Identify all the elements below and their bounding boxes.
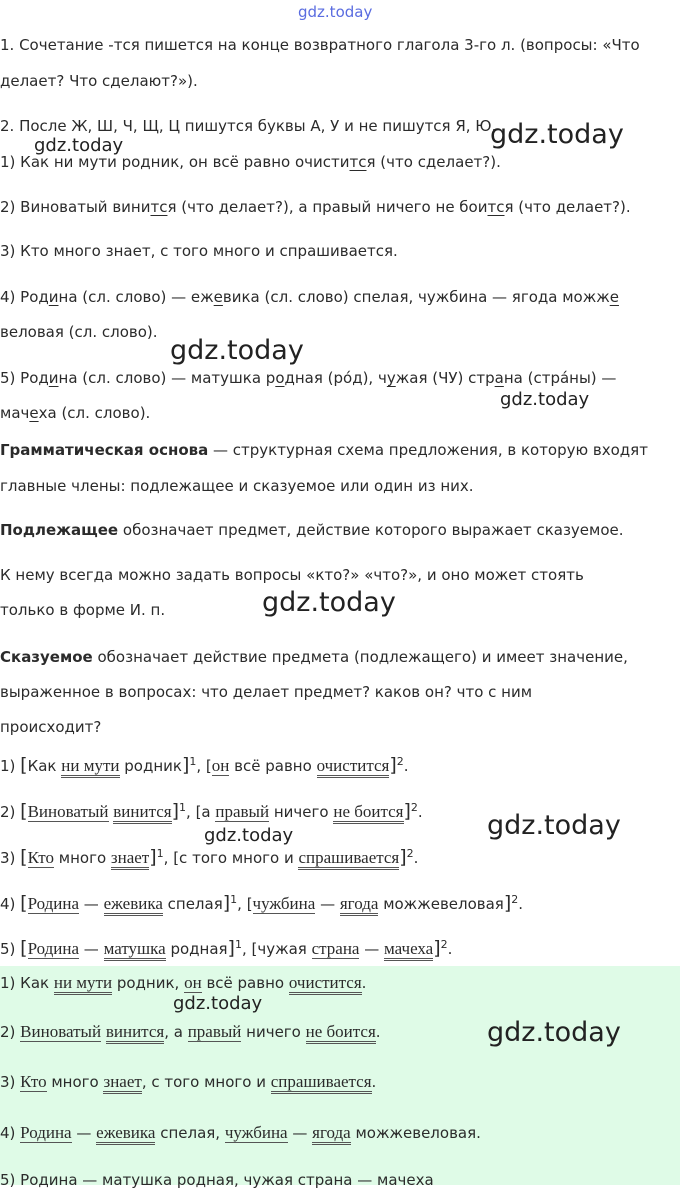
definition-grammatical-basis: Грамматическая основа — структурная схема предложения, в которую входят: [0, 441, 648, 459]
example-3: 3) Кто много знает, с того много и спрашивается.: [0, 242, 398, 260]
answer-1: 1) Как ни мути родник, он всё равно очистится.: [0, 973, 366, 993]
example-5-line-1: 5) Родина (сл. слово) — матушка родная (ро́д), чужая (ЧУ) страна (стра́ны) —: [0, 369, 617, 387]
example-4-line-2: веловая (сл. слово).: [0, 323, 158, 341]
scheme-1: 1) [Как ни мути родник]$^1$, [он всё равно очистится]$^2$.: [0, 754, 409, 776]
example-4-line-1: 4) Родина (сл. слово) — ежевика (сл. слово) спелая, чужбина — ягода можже: [0, 288, 619, 306]
watermark: gdz.today: [173, 993, 263, 1014]
marked-letters: тс: [150, 198, 168, 216]
watermark: gdz.today: [487, 1017, 621, 1048]
rule-1-line-1: 1. Сочетание -тся пишется на конце возвратного глагола 3-го л. (вопросы: «Что: [0, 36, 640, 54]
watermark: gdz.today: [298, 3, 373, 21]
watermark: gdz.today: [262, 587, 396, 618]
scheme-2: 2) [Виноватый винится]$^1$, [а правый ничего не боится]$^2$.: [0, 800, 423, 822]
predicate-note-1: выраженное в вопросах: что делает предмет? каков он? что с ним: [0, 683, 533, 701]
predicate-note-2: происходит?: [0, 718, 102, 736]
definition-subject: Подлежащее обозначает предмет, действие которого выражает сказуемое.: [0, 521, 624, 539]
rule-2: 2. После Ж, Ш, Ч, Щ, Ц пишутся буквы А, У и не пишутся Я, Ю.: [0, 117, 497, 135]
watermark: gdz.today: [500, 389, 590, 410]
marked-letters: тс: [487, 198, 505, 216]
scheme-5: 5) [Родина — матушка родная]$^1$, [чужая страна — мачеха]$^2$.: [0, 937, 453, 959]
rule-1-line-2: делает? Что сделают?»).: [0, 72, 198, 90]
watermark: gdz.today: [34, 135, 124, 156]
example-1: 1) Как ни мути родник, он всё равно очистится (что сделает?).: [0, 153, 501, 171]
answer-2: 2) Виноватый винится, а правый ничего не боится.: [0, 1022, 381, 1042]
scheme-4: 4) [Родина — ежевика спелая]$^1$, [чужбина — ягода можжевеловая]$^2$.: [0, 892, 524, 914]
watermark: gdz.today: [170, 335, 304, 366]
watermark: gdz.today: [204, 825, 294, 846]
watermark: gdz.today: [490, 119, 624, 150]
subject-note-2: только в форме И. п.: [0, 601, 166, 619]
answer-3: 3) Кто много знает, с того много и спрашивается.: [0, 1072, 376, 1092]
example-2: 2) Виноватый винится (что делает?), а правый ничего не боится (что делает?).: [0, 198, 631, 216]
scheme-3: 3) [Кто много знает]$^1$, [с того много и спрашивается]$^2$.: [0, 846, 419, 868]
answer-4: 4) Родина — ежевика спелая, чужбина — ягода можжевеловая.: [0, 1123, 481, 1143]
subject-note-1: К нему всегда можно задать вопросы «кто?» «что?», и оно может стоять: [0, 566, 584, 584]
example-5-line-2: мачеха (сл. слово).: [0, 404, 151, 422]
marked-letters: тс: [349, 153, 367, 171]
definition-predicate: Сказуемое обозначает действие предмета (подлежащего) и имеет значение,: [0, 648, 628, 666]
watermark: gdz.today: [487, 810, 621, 841]
answer-5: 5) Родина — матушка родная, чужая страна — мачеха: [0, 1171, 434, 1189]
definition-grammatical-basis-cont: главные члены: подлежащее и сказуемое или один из них.: [0, 477, 474, 495]
